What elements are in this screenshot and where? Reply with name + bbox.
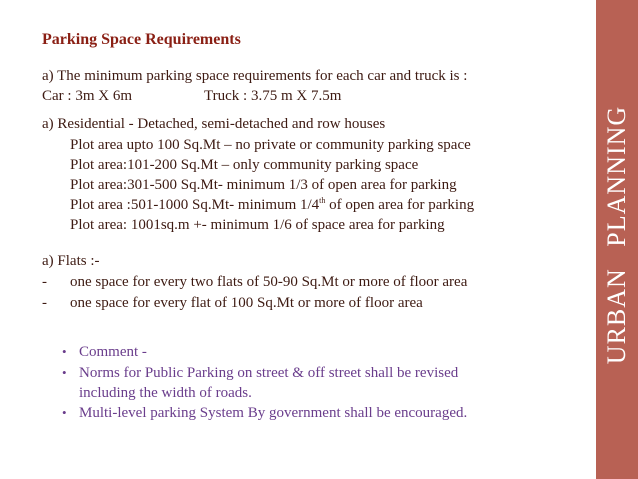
residential-line-4 xyxy=(70,198,474,213)
residential-line-1: Plot area upto 100 Sq.Mt – no private or community parking space xyxy=(70,137,471,153)
residential-line-3: Plot area:301-500 Sq.Mt- minimum 1/3 of open area for parking xyxy=(70,177,457,193)
flats-heading: a) Flats :- xyxy=(42,253,100,269)
residential-line-4-sup: th xyxy=(319,196,326,205)
residential-line-2: Plot area:101-200 Sq.Mt – only community parking space xyxy=(70,157,419,173)
residential-heading: a) Residential - Detached, semi-detached and row houses xyxy=(42,116,386,132)
residential-line-5: Plot area: 1001sq.m +- minimum 1/6 of space area for parking xyxy=(70,217,445,233)
comment-multilevel-parking: Multi-level parking System By government shall be encouraged. xyxy=(79,405,468,421)
flats-item-1: one space for every two flats of 50-90 Sq.Mt or more of floor area xyxy=(70,274,468,290)
residential-line-4-main: Plot area :501-1000 Sq.Mt- minimum 1/4 xyxy=(70,197,320,213)
flats-marker-1: - xyxy=(42,274,47,290)
bullet-icon: • xyxy=(62,365,67,380)
sidebar-title: URBAN PLANNING xyxy=(602,105,631,365)
bullet-icon: • xyxy=(62,405,67,420)
flats-marker-2: - xyxy=(42,295,47,311)
residential-line-4-rest: of open area for parking xyxy=(325,197,475,213)
bullet-icon: • xyxy=(62,344,67,359)
comment-public-parking: Norms for Public Parking on street & off street shall be revised xyxy=(79,365,459,381)
comment-heading: Comment - xyxy=(79,344,147,360)
comment-public-parking-cont: including the width of roads. xyxy=(79,385,252,401)
car-dimensions: Car : 3m X 6m xyxy=(42,88,132,104)
section-a-heading: a) The minimum parking space requirements for each car and truck is : xyxy=(42,68,468,84)
page-title: Parking Space Requirements xyxy=(42,31,241,48)
flats-item-2: one space for every flat of 100 Sq.Mt or more of floor area xyxy=(70,295,423,311)
truck-dimensions: Truck : 3.75 m X 7.5m xyxy=(204,88,342,104)
